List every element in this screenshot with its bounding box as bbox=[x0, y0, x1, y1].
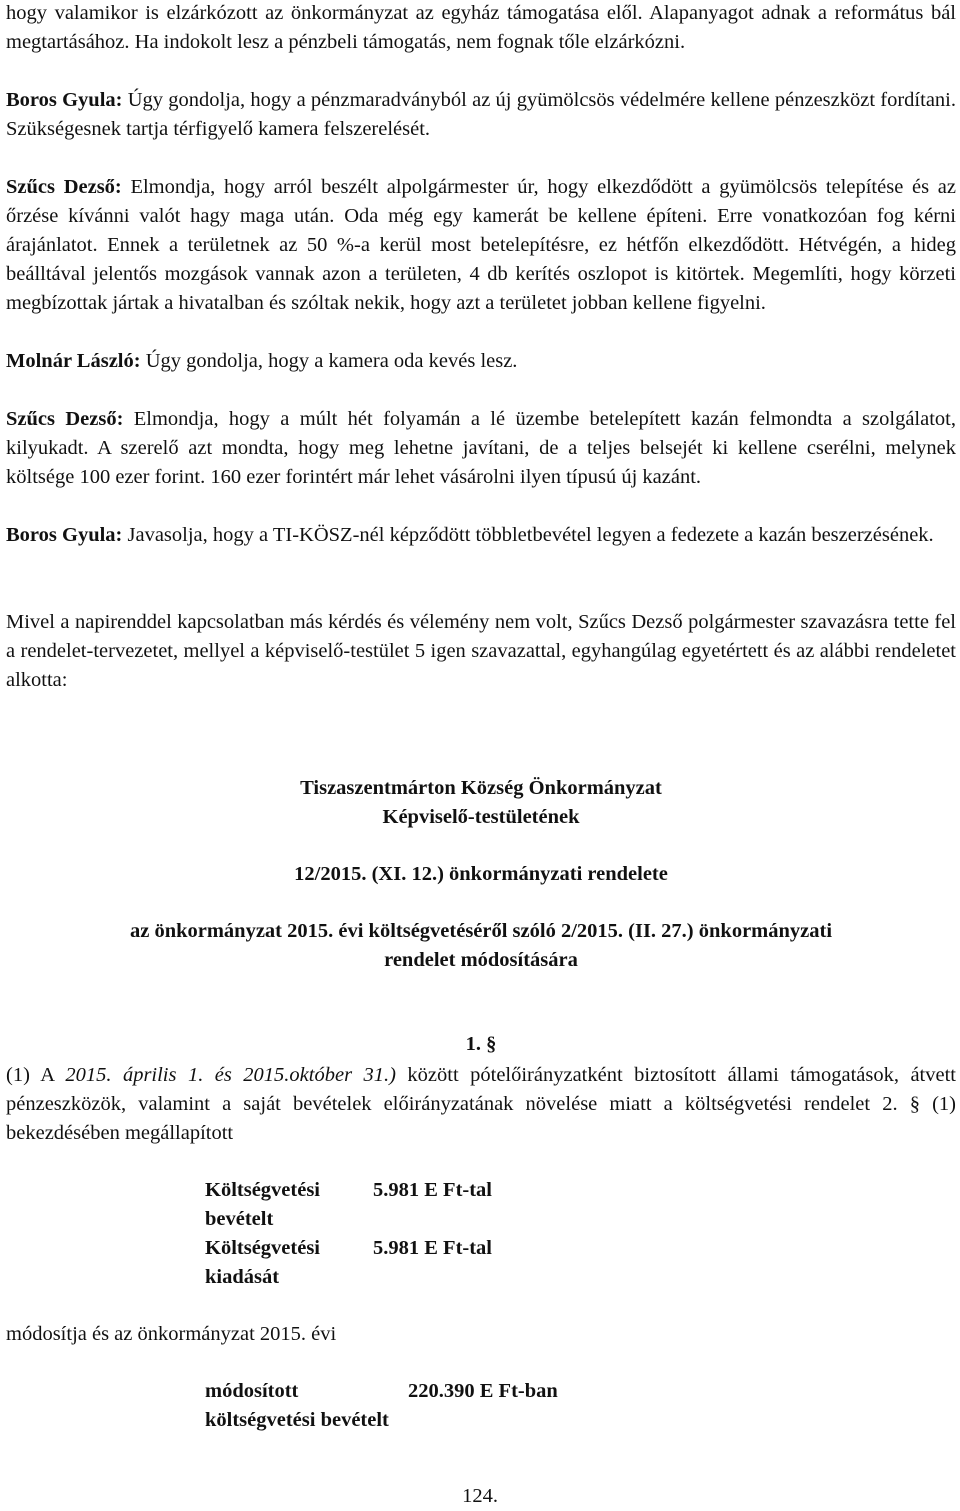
section-heading: 1. § bbox=[465, 1033, 497, 1055]
speaker-name: Boros Gyula: bbox=[6, 524, 123, 546]
decree-subject-line1: az önkormányzat 2015. évi költségvetéséről szóló 2/2015. (II. 27.) önkormányzati bbox=[129, 920, 833, 942]
section-text-start: (1) A bbox=[6, 1064, 66, 1086]
budget-label: Költségvetési bevételt bbox=[205, 1179, 320, 1230]
speaker-name: Molnár László: bbox=[6, 350, 141, 372]
paragraph-molnar bbox=[6, 347, 956, 376]
decree-subject-line2: rendelet módosítására bbox=[384, 949, 578, 971]
paragraph-boros-1 bbox=[6, 86, 956, 144]
paragraph-text: Úgy gondolja, hogy a kamera oda kevés lesz. bbox=[140, 350, 518, 372]
paragraph-continuation bbox=[6, 0, 956, 57]
speaker-name: Boros Gyula: bbox=[6, 89, 123, 111]
page-number: 124. bbox=[462, 1485, 498, 1507]
section-text-rest: között pótelőirányzatként biztosított állami támogatások, átvett pénzeszközök, valamint a saját bevételek előirányzatának növelése miatt a költségvetési rendelet 2. § (1) bekezdésében megállapított bbox=[6, 1064, 956, 1144]
budget-label: Költségvetési kiadását bbox=[205, 1237, 320, 1288]
budget-row-revenue bbox=[6, 1176, 956, 1234]
decree-number: 12/2015. (XI. 12.) önkormányzati rendelete bbox=[294, 863, 668, 885]
paragraph-text: Elmondja, hogy arról beszélt alpolgármester úr, hogy elkezdődött a gyümölcsös telepítése és az őrzése kívánni valót hagy maga után. Oda még egy kamerát be kellene építeni. Erre vonatkozóan fog kérni árajánlatot. Ennek a területnek az 50 %-a kerül most betelepítésre, ez hétfőn elkezdődött. Hétvégén, a hideg beálltával jelentős mozgások vannak azon a területen, 4 db kerítés oszlopot is kitörtek. Megemlíti, hogy körzeti megbízottak jártak a hivatalban és szóltak nekik, hogy azt a területet jobban kellene figyelni. bbox=[6, 176, 956, 314]
paragraph-text: Úgy gondolja, hogy a pénzmaradványból az új gyümölcsös védelmére kellene pénzeszközt fordítani. Szükségesnek tartja térfigyelő kamera felszerelését. bbox=[6, 89, 956, 140]
paragraph-text: Elmondja, hogy a múlt hét folyamán a lé üzembe betelepített kazán felmondta a szolgálatot, kilyukadt. A szerelő azt mondta, hogy meg lehetne javítani, de a teljes belsejét ki kellene cserélni, melynek költsége 100 ezer forint. 160 ezer forintért már lehet vásárolni ilyen típusú új kazánt. bbox=[6, 408, 956, 488]
budget-value: 5.981 E Ft-tal bbox=[373, 1237, 492, 1259]
budget-row-expense bbox=[6, 1234, 956, 1292]
section-text-dates: 2015. április 1. és 2015.október 31.) bbox=[65, 1064, 396, 1086]
modified-revenue-row bbox=[6, 1377, 956, 1435]
paragraph-szucs-2 bbox=[6, 405, 956, 492]
section-paragraph bbox=[6, 1061, 956, 1148]
paragraph-text: hogy valamikor is elzárkózott az önkormányzat az egyház támogatása elől. Alapanyagot adnak a református bál megtartásához. Ha indokolt lesz a pénzbeli támogatás, nem fognak tőle elzárkózni. bbox=[6, 2, 956, 53]
modified-value: 220.390 E Ft-ban bbox=[408, 1380, 558, 1402]
decision-paragraph: Mivel a napirenddel kapcsolatban más kérdés és vélemény nem volt, Szűcs Dezső polgármester szavazásra tette fel a rendelet-tervezetet, mellyel a képviselő-testület 5 igen szavazattal, egyhangúlag egyetértett és az alábbi rendeletet alkotta: bbox=[6, 611, 956, 691]
decree-title-line1: Tiszaszentmárton Község Önkormányzat bbox=[300, 777, 662, 799]
speaker-name: Szűcs Dezső: bbox=[6, 176, 122, 198]
modifies-text: módosítja és az önkormányzat 2015. évi bbox=[6, 1323, 337, 1345]
paragraph-text: Javasolja, hogy a TI-KÖSZ-nél képződött többletbevétel legyen a fedezete a kazán beszerzésének. bbox=[122, 524, 934, 546]
modified-label: módosított költségvetési bevételt bbox=[205, 1380, 389, 1431]
document-page bbox=[6, 0, 956, 1435]
decree-title-line2: Képviselő-testületének bbox=[382, 806, 580, 828]
paragraph-boros-2 bbox=[6, 521, 956, 550]
budget-value: 5.981 E Ft-tal bbox=[373, 1179, 492, 1201]
speaker-name: Szűcs Dezső: bbox=[6, 408, 124, 430]
paragraph-szucs-1 bbox=[6, 173, 956, 318]
